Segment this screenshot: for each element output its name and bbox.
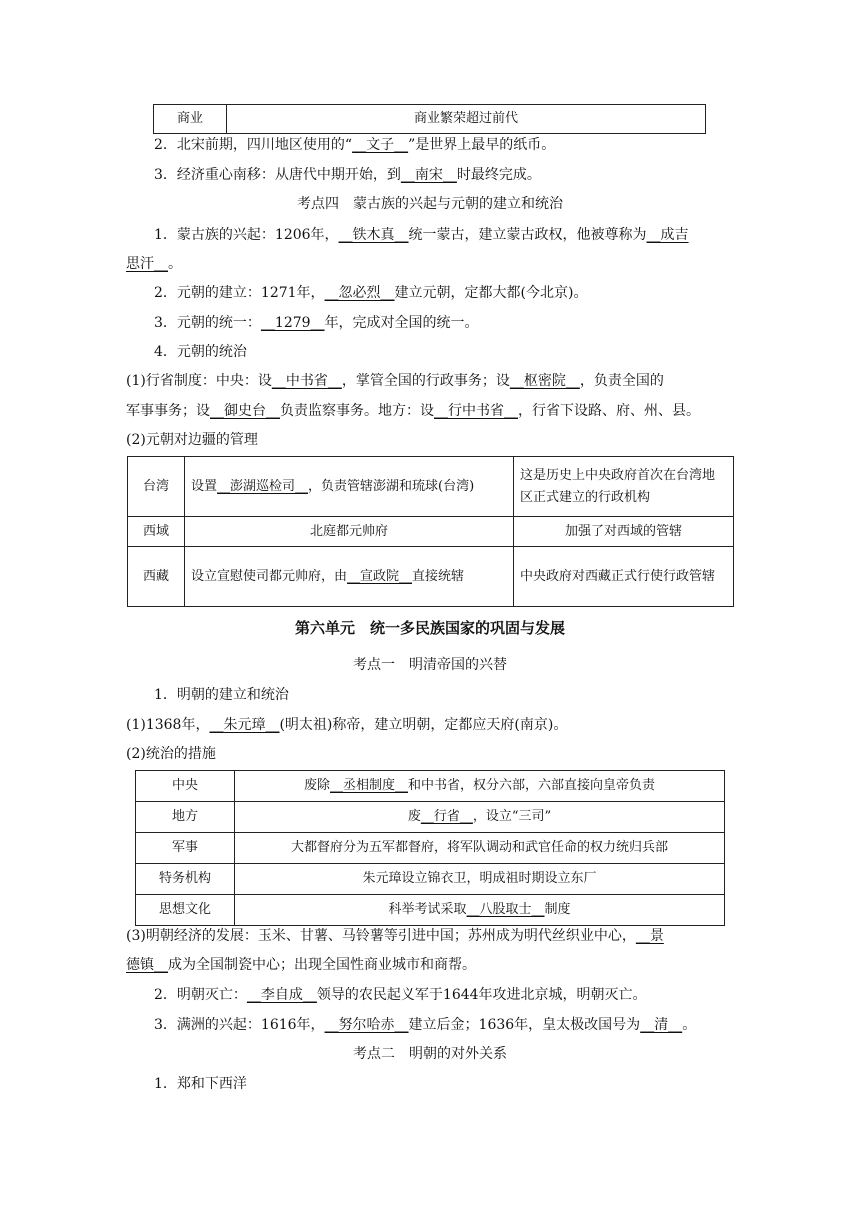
text: 负责监察事务。地方：设 bbox=[280, 403, 434, 419]
yuan-founding-line bbox=[154, 283, 587, 303]
border-management-heading: (2)元朝对边疆的管理 bbox=[126, 432, 258, 448]
text: 3．元朝的统一： bbox=[154, 315, 261, 331]
text: 3．经济重心南移：从唐代中期开始，到 bbox=[154, 167, 401, 183]
text: ，掌管全国的行政事务；设 bbox=[341, 373, 510, 389]
answer-blank: __铁木真__ bbox=[338, 227, 409, 243]
text: 统一蒙古，建立蒙古政权，他被尊称为 bbox=[408, 227, 647, 243]
measure-cell bbox=[185, 547, 514, 607]
table-row bbox=[136, 802, 725, 833]
section-heading: 考点二 明朝的对外关系 bbox=[353, 1046, 507, 1062]
text: 2．北宋前期，四川地区使用的“ bbox=[154, 137, 353, 153]
answer-blank: __忽必烈__ bbox=[324, 285, 395, 301]
category-cell: 军事 bbox=[136, 833, 235, 864]
ming-table bbox=[135, 770, 725, 926]
ming-economy-line bbox=[126, 926, 664, 946]
section-heading: 考点一 明清帝国的兴替 bbox=[353, 657, 507, 673]
table-row bbox=[136, 833, 725, 864]
region-cell: 西藏 bbox=[128, 547, 185, 607]
answer-blank: __御史台__ bbox=[210, 403, 280, 419]
paper-money-line bbox=[154, 135, 555, 155]
answer-blank: __枢密院__ bbox=[509, 373, 580, 389]
answer-blank: __1279__ bbox=[260, 315, 325, 331]
mongol-rise-line-cont bbox=[126, 254, 182, 274]
zheng-he-heading: 1．郑和下西洋 bbox=[154, 1076, 247, 1092]
category-cell: 中央 bbox=[136, 771, 235, 802]
text: 直接统辖 bbox=[412, 568, 465, 584]
yuan-unification-line bbox=[154, 313, 479, 333]
text: 领导的农民起义军于1644年攻进北京城，明朝灭亡。 bbox=[316, 987, 647, 1003]
answer-blank: __李自成__ bbox=[246, 987, 317, 1003]
answer-blank: __行中书省__ bbox=[434, 403, 518, 419]
answer-blank: __清__ bbox=[640, 1017, 683, 1033]
answer-blank: __文子__ bbox=[352, 137, 409, 153]
unit-title: 第六单元 统一多民族国家的巩固与发展 bbox=[294, 619, 565, 637]
category-cell: 地方 bbox=[136, 802, 235, 833]
text: 3．满洲的兴起：1616年， bbox=[154, 1017, 325, 1033]
category-cell: 特务机构 bbox=[136, 864, 235, 895]
measure-cell bbox=[185, 517, 514, 547]
province-system-line-cont bbox=[126, 401, 700, 421]
text: 科举考试采取 bbox=[388, 902, 467, 917]
answer-blank: __行省__ bbox=[420, 809, 473, 824]
text: 设置 bbox=[191, 478, 218, 494]
ming-measures-heading: (2)统治的措施 bbox=[126, 746, 216, 762]
text: 朱元璋设立锦衣卫，明成祖时期设立东厂 bbox=[362, 871, 597, 886]
text: (1)行省制度：中央：设 bbox=[126, 373, 272, 389]
text: ，行省下设路、府、州、县。 bbox=[518, 403, 700, 419]
text: 和中书省，权分六部，六部直接向皇帝负责 bbox=[408, 778, 656, 793]
answer-blank: __澎湖巡检司__ bbox=[217, 478, 309, 494]
text: 2．明朝灭亡： bbox=[154, 987, 247, 1003]
region-cell: 西域 bbox=[128, 517, 185, 547]
text: 军事事务；设 bbox=[126, 403, 210, 419]
answer-blank: __丞相制度__ bbox=[329, 778, 408, 793]
answer-blank: 思汗__ bbox=[126, 256, 168, 272]
economic-shift-line bbox=[154, 165, 541, 185]
manchu-rise-line bbox=[154, 1015, 696, 1035]
text: (明太祖)称帝，建立明朝，定都应天府(南京)。 bbox=[279, 717, 568, 733]
measure-cell bbox=[235, 864, 725, 895]
yuan-rule-heading: 4．元朝的统治 bbox=[154, 344, 247, 360]
text: 建立元朝，定都大都(今北京)。 bbox=[394, 285, 588, 301]
category-cell: 思想文化 bbox=[136, 895, 235, 926]
answer-blank: __八股取士__ bbox=[466, 902, 545, 917]
measure-cell bbox=[235, 771, 725, 802]
ming-heading: 1．明朝的建立和统治 bbox=[154, 687, 289, 703]
text: ，负责管辖澎湖和琉球(台湾) bbox=[308, 478, 475, 494]
text: 废 bbox=[407, 809, 421, 824]
text: 大都督府分为五军都督府，将军队调动和武官任命的权力统归兵部 bbox=[290, 840, 668, 855]
answer-blank: __成吉 bbox=[646, 227, 689, 243]
table-row bbox=[136, 771, 725, 802]
province-system-line bbox=[126, 371, 664, 391]
text: 时最终完成。 bbox=[456, 167, 541, 183]
text: ”是世界上最早的纸币。 bbox=[408, 137, 556, 153]
note-cell: 加强了对西域的管辖 bbox=[514, 517, 734, 547]
text: 废除 bbox=[303, 778, 330, 793]
commerce-value: 商业繁荣超过前代 bbox=[227, 105, 706, 134]
note-cell: 中央政府对西藏正式行使行政管辖 bbox=[514, 547, 734, 607]
answer-blank: __朱元璋__ bbox=[209, 717, 280, 733]
text: 建立后金；1636年，皇太极改国号为 bbox=[408, 1017, 641, 1033]
measure-cell bbox=[235, 895, 725, 926]
measure-cell bbox=[235, 833, 725, 864]
text: 2．元朝的建立：1271年， bbox=[154, 285, 325, 301]
measure-cell bbox=[235, 802, 725, 833]
mongol-rise-line bbox=[154, 225, 689, 245]
text: 1．蒙古族的兴起：1206年， bbox=[154, 227, 339, 243]
table-row bbox=[136, 864, 725, 895]
table-row bbox=[128, 547, 734, 607]
commerce-table bbox=[153, 104, 706, 134]
ming-economy-line-cont bbox=[126, 955, 476, 975]
text: 。 bbox=[168, 256, 182, 272]
answer-blank: __中书省__ bbox=[271, 373, 342, 389]
table-row bbox=[128, 517, 734, 547]
border-table bbox=[127, 456, 734, 607]
text: (3)明朝经济的发展：玉米、甘薯、马铃薯等引进中国；苏州成为明代丝织业中心， bbox=[126, 928, 636, 944]
answer-blank: __景 bbox=[635, 928, 664, 944]
text: 年，完成对全国的统一。 bbox=[324, 315, 479, 331]
text: 制度 bbox=[544, 902, 571, 917]
answer-blank: 德镇__ bbox=[126, 957, 168, 973]
ming-founding-line bbox=[126, 715, 567, 735]
ming-fall-line bbox=[154, 985, 647, 1005]
table-row bbox=[128, 457, 734, 517]
answer-blank: __努尔哈赤__ bbox=[324, 1017, 409, 1033]
text: ，设立“三司” bbox=[472, 809, 552, 824]
table-row bbox=[136, 895, 725, 926]
note-cell: 这是历史上中央政府首次在台湾地区正式建立的行政机构 bbox=[514, 457, 734, 517]
answer-blank: __宣政院__ bbox=[347, 568, 413, 584]
answer-blank: __南宋__ bbox=[400, 167, 457, 183]
commerce-label: 商业 bbox=[154, 105, 227, 134]
section-heading: 考点四 蒙古族的兴起与元朝的建立和统治 bbox=[297, 196, 563, 212]
region-cell: 台湾 bbox=[128, 457, 185, 517]
text: (1)1368年， bbox=[126, 717, 210, 733]
text: ，负责全国的 bbox=[579, 373, 664, 389]
text: 成为全国制瓷中心；出现全国性商业城市和商帮。 bbox=[168, 957, 476, 973]
text: 设立宣慰使司都元帅府，由 bbox=[191, 568, 348, 584]
measure-cell bbox=[185, 457, 514, 517]
text: 。 bbox=[682, 1017, 697, 1033]
text: 北庭都元帅府 bbox=[309, 523, 388, 539]
